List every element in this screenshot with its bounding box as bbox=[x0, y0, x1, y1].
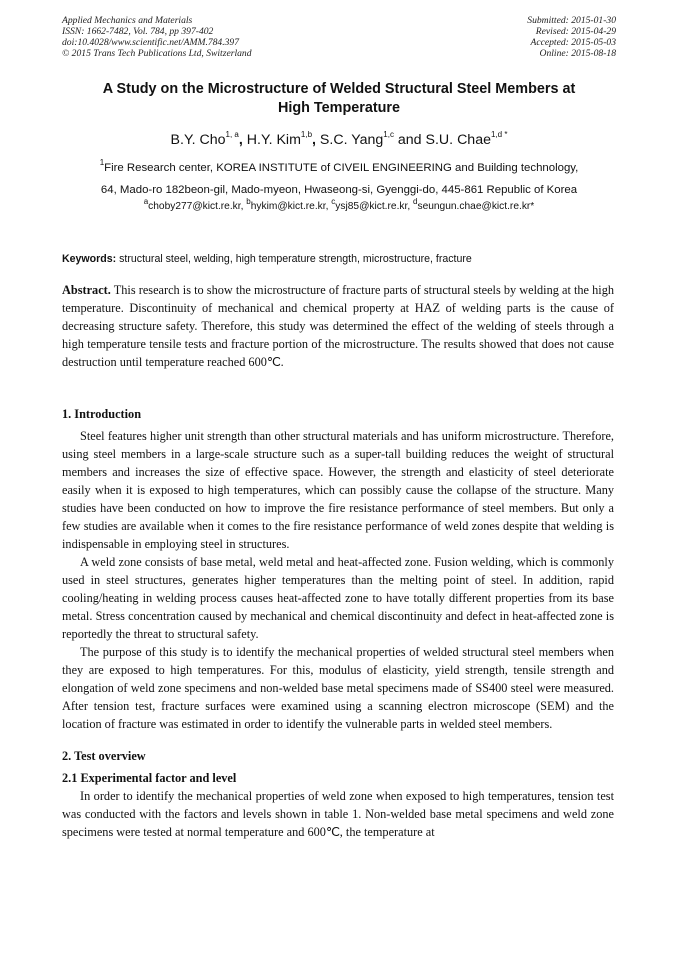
keywords-label: Keywords: bbox=[62, 253, 117, 265]
date-submitted: Submitted: 2015-01-30 bbox=[527, 15, 616, 26]
journal-issn: ISSN: 1662-7482, Vol. 784, pp 397-402 bbox=[62, 26, 214, 37]
section-heading-test-overview: 2. Test overview bbox=[62, 749, 146, 763]
affiliation bbox=[62, 157, 616, 201]
subsection-heading: 2.1 Experimental factor and level bbox=[62, 771, 237, 785]
author-affil-mark: 1,c bbox=[383, 130, 394, 140]
email-link[interactable]: choby277@kict.re.kr, bbox=[148, 201, 244, 212]
title-line-2: High Temperature bbox=[277, 100, 401, 116]
affiliation-text: Fire Research center, KOREA INSTITUTE of CIVEIL ENGINEERING and Building technology, bbox=[104, 162, 579, 174]
paragraph: In order to identify the mechanical properties of weld zone when exposed to high temperatures, tension test was conducted with the factors and levels shown in table 1. Non-welded base metal specimens and weld zone specimens were tested at normal temperature and 600℃, the temperature at bbox=[62, 789, 614, 839]
author-emails bbox=[62, 196, 616, 214]
journal-doi: doi:10.4028/www.scientific.net/AMM.784.397 bbox=[62, 37, 240, 48]
publication-dates bbox=[527, 15, 616, 59]
paragraph: Steel features higher unit strength than other structural materials and has uniform microstructure. Therefore, using steel members in a large-scale structure such as a super-tall building reduces the weight of structural members and increases the size of effective space. However, the strength and elasticity of steel deteriorate easily when it is exposed to high temperatures, which can possibly cause the collapse of the structure. Many studies have been conducted on how to improve the fire resistance performance of steel members. But only a few studies are available when it comes to the fire resistance performance of weld zones despite that welding is indispensable in employing steel in structures. bbox=[62, 429, 614, 551]
date-revised: Revised: 2015-04-29 bbox=[535, 26, 616, 37]
journal-name: Applied Mechanics and Materials bbox=[62, 15, 193, 26]
affiliation-line-2: 64, Mado-ro 182beon-gil, Mado-myeon, Hwaseong-si, Gyenggi-do, 445-861 Republic of Korea bbox=[100, 184, 578, 196]
keywords bbox=[62, 252, 616, 266]
paragraph: The purpose of this study is to identify the mechanical properties of welded structural steel members when they are exposed to high temperatures. For this, modulus of elasticity, yield strength, tensile strength and elongation of weld zone specimens and non-welded base metal specimens made of SS400 steel were measured. After tension test, fracture surfaces were examined using a scanning electron microscope (SEM) and the location of fracture was estimated in order to identify the vulnerable parts in welded steel members. bbox=[62, 645, 614, 731]
author-affil-mark: 1, a bbox=[225, 130, 239, 140]
affiliation-mark: 1 bbox=[99, 158, 105, 168]
email-link[interactable]: hykim@kict.re.kr, bbox=[250, 201, 329, 212]
journal-copyright: © 2015 Trans Tech Publications Ltd, Switzerland bbox=[62, 48, 252, 59]
title-line-1: A Study on the Microstructure of Welded Structural Steel Members at bbox=[102, 81, 576, 97]
author-and: and bbox=[397, 132, 422, 148]
email-mark: b bbox=[246, 196, 251, 206]
author-name: S.U. Chae bbox=[425, 132, 491, 148]
date-online: Online: 2015-08-18 bbox=[539, 48, 616, 59]
paragraph: A weld zone consists of base metal, weld metal and heat-affected zone. Fusion welding, which is commonly used in steel structures, generates higher temperatures than the melting point of steel. In addition, rapid cooling/heating in welding process causes heat-affected zone to have totally different properties from its base metal. Stress concentration caused by mechanical and chemical discontinuity and defect in heat-affected zone is reportedly the threat to structural safety. bbox=[62, 555, 614, 641]
author-name: B.Y. Cho bbox=[170, 132, 226, 148]
author-list bbox=[62, 130, 616, 150]
paper-body bbox=[62, 405, 614, 841]
abstract-label: Abstract. bbox=[62, 283, 111, 297]
email-mark: a bbox=[143, 196, 149, 206]
email-link[interactable]: seungun.chae@kict.re.kr* bbox=[417, 201, 535, 212]
author-separator: , bbox=[312, 132, 316, 148]
author-separator: , bbox=[238, 132, 243, 148]
abstract-text: This research is to show the microstructure of fracture parts of structural steels by welding at the high temperature. Discontinuity of mechanical and chemical property at HAZ of welding parts is the cause of decreasing structure safety. Therefore, this study was determined the effect of the welding of steels through a high temperature tensile tests and fracture portion of the microstructure. The results showed that does not cause destruction until temperature reached 600℃. bbox=[62, 283, 614, 369]
author-affil-mark: 1,b bbox=[300, 130, 313, 140]
author-name: H.Y. Kim bbox=[246, 132, 301, 148]
author-name: S.C. Yang bbox=[319, 132, 384, 148]
affiliation-line-1 bbox=[62, 157, 616, 179]
email-mark: d bbox=[413, 196, 418, 206]
section-heading-introduction: 1. Introduction bbox=[62, 407, 142, 421]
author-affil-mark: 1,d * bbox=[490, 130, 508, 140]
abstract bbox=[62, 281, 614, 371]
email-link[interactable]: ysj85@kict.re.kr, bbox=[335, 201, 411, 212]
journal-info bbox=[62, 15, 252, 59]
paper-title bbox=[62, 80, 616, 118]
keywords-text: structural steel, welding, high temperature strength, microstructure, fracture bbox=[119, 253, 472, 265]
email-mark: c bbox=[331, 196, 336, 206]
date-accepted: Accepted: 2015-05-03 bbox=[530, 37, 616, 48]
